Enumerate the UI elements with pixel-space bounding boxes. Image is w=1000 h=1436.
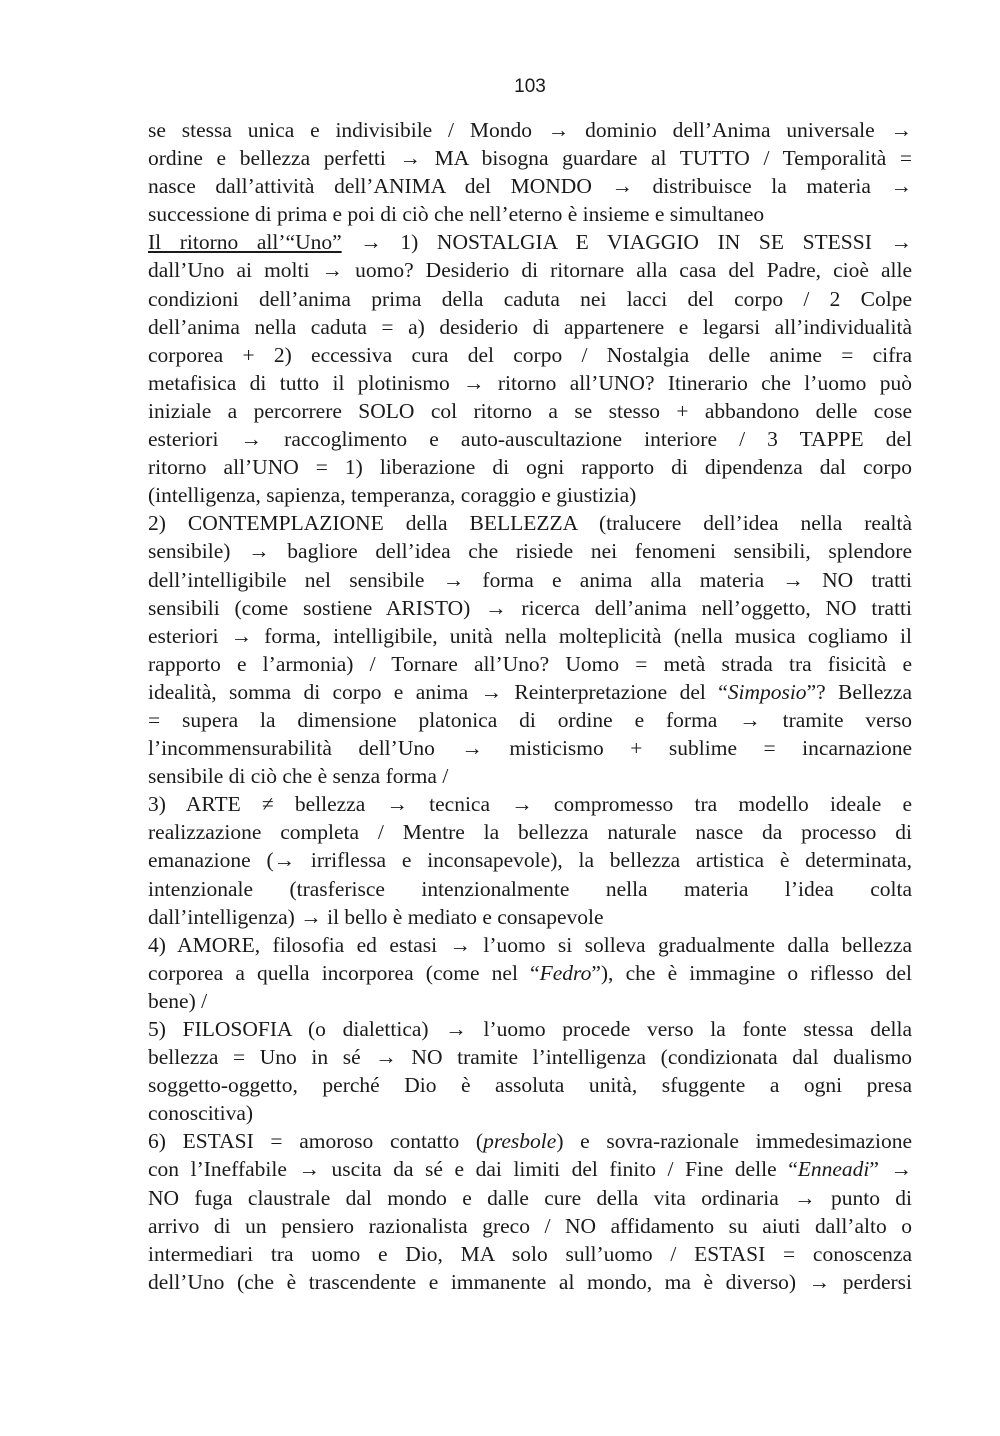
text-line: l’incommensurabilità dell’Uno → misticismo + sublime = incarnazione	[148, 736, 912, 761]
text-line: idealità, somma di corpo e anima → Reinterpretazione del “Simposio”? Bellezza	[148, 679, 912, 704]
text-line: successione di prima e poi di ciò che nell’eterno è insieme e simultaneo	[148, 202, 765, 227]
text-line: dell’intelligibile nel sensibile → forma e anima alla materia → NO tratti	[148, 567, 912, 592]
text-line: 4) AMORE, filosofia ed estasi → l’uomo si solleva gradualmente dalla bellezza	[148, 932, 912, 957]
text-line: iniziale a percorrere SOLO col ritorno a se stesso + abbandono delle cose	[148, 398, 912, 423]
text-line: (intelligenza, sapienza, temperanza, coraggio e giustizia)	[148, 483, 637, 508]
text-line: soggetto-oggetto, perché Dio è assoluta unità, sfuggente a ogni presa	[148, 1073, 912, 1098]
text-line: bellezza = Uno in sé → NO tramite l’intelligenza (condizionata dal dualismo	[148, 1045, 912, 1070]
text-line: emanazione (→ irriflessa e inconsapevole), la bellezza artistica è determinata,	[148, 848, 912, 873]
text-line: esteriori → forma, intelligibile, unità nella molteplicità (nella musica cogliamo il	[148, 623, 912, 648]
text-line: se stessa unica e indivisibile / Mondo → dominio dell’Anima universale →	[148, 118, 912, 142]
text-line: 5) FILOSOFIA (o dialettica) → l’uomo procede verso la fonte stessa della	[148, 1017, 912, 1041]
text-line: = supera la dimensione platonica di ordine e forma → tramite verso	[148, 707, 912, 732]
body-text	[148, 116, 912, 1296]
text-line: intermediari tra uomo e Dio, MA solo sull’uomo / ESTASI = conoscenza	[148, 1241, 912, 1266]
text-line: con l’Ineffabile → uscita da sé e dai limiti del finito / Fine delle “Enneadi” →	[148, 1157, 912, 1182]
text-line: arrivo di un pensiero razionalista greco / NO affidamento su aiuti dall’alto o	[148, 1213, 912, 1238]
text-line: dell’anima nella caduta = a) desiderio di appartenere e legarsi all’individualità	[148, 314, 912, 339]
text-line: NO fuga claustrale dal mondo e dalle cure della vita ordinaria → punto di	[148, 1185, 912, 1210]
text-line: dell’Uno (che è trascendente e immanente al mondo, ma è diverso) → perdersi	[148, 1269, 912, 1294]
text-line: dall’intelligenza) → il bello è mediato e consapevole	[148, 904, 604, 929]
text-line: ritorno all’UNO = 1) liberazione di ogni rapporto di dipendenza dal corpo	[148, 455, 912, 480]
text-line: esteriori → raccoglimento e auto-auscultazione interiore / 3 TAPPE del	[148, 427, 912, 452]
text-line: corporea a quella incorporea (come nel “Fedro”), che è immagine o riflesso del	[148, 960, 912, 985]
text-line: sensibile) → bagliore dell’idea che risiede nei fenomeni sensibili, splendore	[148, 539, 912, 564]
text-line: ordine e bellezza perfetti → MA bisogna guardare al TUTTO / Temporalità =	[148, 146, 912, 171]
text-line: corporea + 2) eccessiva cura del corpo / Nostalgia delle anime = cifra	[148, 342, 912, 367]
page-number: 103	[514, 76, 546, 97]
text-line: metafisica di tutto il plotinismo → ritorno all’UNO? Itinerario che l’uomo può	[148, 370, 912, 395]
text-line: intenzionale (trasferisce intenzionalmente nella materia l’idea colta	[148, 876, 912, 901]
text-line: dall’Uno ai molti → uomo? Desiderio di ritornare alla casa del Padre, cioè alle	[148, 258, 912, 283]
text-line: 2) CONTEMPLAZIONE della BELLEZZA (tralucere dell’idea nella realtà	[148, 511, 912, 536]
text-line: Il ritorno all’“Uno” → 1) NOSTALGIA E VIAGGIO IN SE STESSI →	[148, 230, 912, 255]
text-line: condizioni dell’anima prima della caduta nei lacci del corpo / 2 Colpe	[148, 286, 912, 311]
text-line: rapporto e l’armonia) / Tornare all’Uno? Uomo = metà strada tra fisicità e	[148, 651, 912, 676]
text-line: realizzazione completa / Mentre la bellezza naturale nasce da processo di	[148, 820, 912, 845]
text-line: 3) ARTE ≠ bellezza → tecnica → compromesso tra modello ideale e	[148, 792, 912, 817]
text-line: bene) /	[148, 988, 208, 1013]
text-line: sensibile di ciò che è senza forma /	[148, 764, 449, 789]
text-line: conoscitiva)	[148, 1101, 254, 1126]
text-line: nasce dall’attività dell’ANIMA del MONDO → distribuisce la materia →	[148, 174, 912, 199]
text-line: 6) ESTASI = amoroso contatto (presbole) e sovra-razionale immedesimazione	[148, 1129, 912, 1154]
text-line: sensibili (come sostiene ARISTO) → ricerca dell’anima nell’oggetto, NO tratti	[148, 595, 912, 620]
